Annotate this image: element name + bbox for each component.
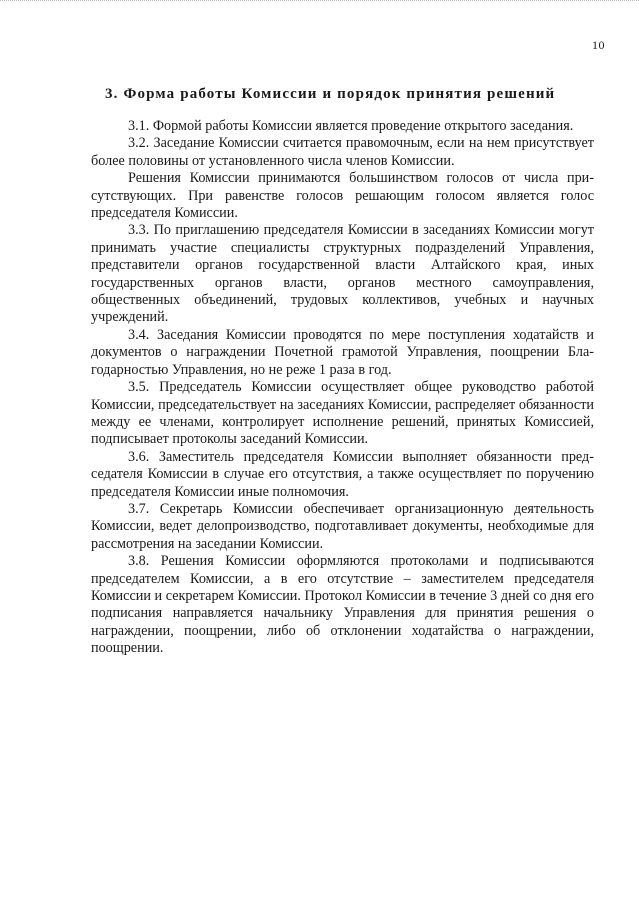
paragraph-3-1: 3.1. Формой работы Комиссии является проведение открытого заседания. <box>128 118 574 134</box>
section-body <box>91 118 594 658</box>
paragraph-3-4: 3.4. Заседания Комиссии проводятся по мере поступления ходатайств и документов о награждении Почетной грамотой Управления, поощрении Благодарностью Управления, но не реже 1 раза в год. <box>91 326 594 378</box>
paragraph-3-2-decisions: Решения Комиссии принимаются большинством голосов от числа присутствующих. При равенстве голосов решающим голосом является голос председателя Комиссии. <box>91 170 594 222</box>
paragraph-3-8: 3.8. Решения Комиссии оформляются протоколами и подписываются председателем Комиссии, а в его отсутствие – заместителем председателя Комиссии и секретарем Комиссии. Протокол Комиссии в течение 3 дней со дня его подписания направляется начальнику Управления для принятия решения о награждении, поощрении, либо об отклонении ходатайства о награждении, поощрении. <box>91 553 594 657</box>
paragraph-3-7: 3.7. Секретарь Комиссии обеспечивает организационную деятельность Комиссии, ведет делопроизводство, подготавливает документы, необходимые для рассмотрения на заседании Комиссии. <box>91 500 594 552</box>
scan-edge-divider <box>0 0 639 6</box>
paragraph-3-3: 3.3. По приглашению председателя Комиссии в заседаниях Комиссии могут принимать участие специалисты структурных подразделений Управления, представители органов государственной власти Алтайского края, иных государственных органов власти, органов местного самоуправления, общественных объединений, трудовых коллективов, учебных и научных учреждений. <box>91 222 594 326</box>
paragraph-3-2: 3.2. Заседание Комиссии считается правомочным, если на нем присутствует более половины от установленного числа членов Комиссии. <box>91 135 594 169</box>
paragraph-3-6: 3.6. Заместитель председателя Комиссии выполняет обязанности председателя Комиссии в случае его отсутствия, а также осуществляет по поручению председателя Комиссии иные полномочия. <box>91 448 594 500</box>
paragraph-3-5: 3.5. Председатель Комиссии осуществляет общее руководство работой Комиссии, председательствует на заседаниях Комиссии, распределяет обязанности между ее членами, контролирует исполнение решений, принятых Комиссией, подписывает протоколы заседаний Комиссии. <box>91 379 594 448</box>
page-number: 10 <box>592 38 605 52</box>
section-heading: 3. Форма работы Комиссии и порядок принятия решений <box>105 86 556 102</box>
